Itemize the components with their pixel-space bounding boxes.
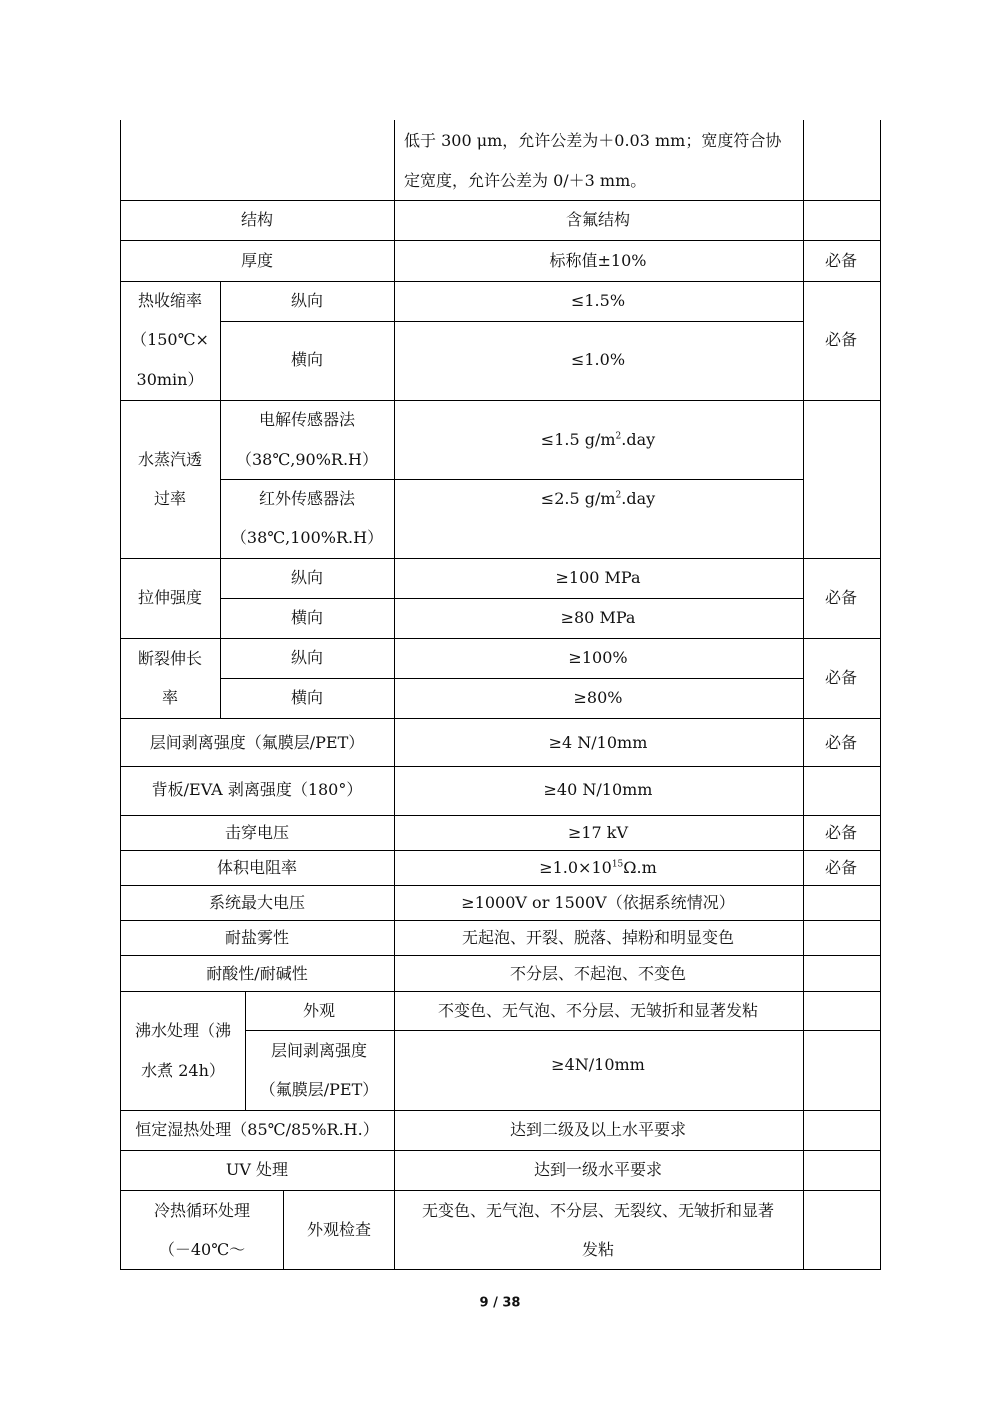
sub-tensile-longitudinal: 纵向 [290,568,324,587]
value-max-system-voltage: ≥1000V or 1500V（依据系统情况） [461,893,735,912]
item-interlayer-peel: 层间剥离强度（氟膜层/PET） [149,733,365,752]
item-elongation-line1: 断裂伸长 [137,649,203,668]
required-breakdown-voltage: 必备 [824,823,858,842]
sub-appearance-check: 外观检查 [306,1220,372,1239]
value-acid-alkali: 不分层、不起泡、不变色 [509,964,687,983]
item-heat-shrink-line3: 30min） [136,370,204,389]
value-elongation-longitudinal: ≥100% [568,648,628,667]
item-thermal-cycle-line2: （－40℃～ [158,1240,246,1259]
item-tensile: 拉伸强度 [137,588,203,607]
sub-elongation-longitudinal: 纵向 [290,648,324,667]
item-boiling-line2: 水煮 24h） [141,1061,225,1080]
sub-boiling-peel-line2: （氟膜层/PET） [259,1080,379,1099]
sub-electrolytic-line1: 电解传感器法 [258,410,356,429]
value-eva-peel: ≥40 N/10mm [543,780,653,799]
value-shrink-longitudinal: ≤1.5% [570,291,626,310]
value-wvtr-electrolytic: ≤1.5 $g/m^2.day$ [540,430,656,449]
required-elongation: 必备 [824,668,858,687]
item-breakdown-voltage: 击穿电压 [224,823,290,842]
item-thermal-cycle-line1: 冷热循环处理 [153,1201,251,1220]
item-boiling-line1: 沸水处理（沸 [134,1021,232,1040]
item-heat-shrink-line1: 热收缩率 [137,291,203,310]
value-wvtr-infrared: ≤2.5 $g/m^2.day$ [540,489,656,508]
item-structure: 结构 [240,210,274,229]
item-wvtr-line1: 水蒸汽透 [137,450,203,469]
value-salt-spray: 无起泡、开裂、脱落、掉粉和明显变色 [461,928,735,947]
sub-elongation-transverse: 横向 [290,688,324,707]
value-boiling-peel: ≥4N/10mm [551,1055,645,1074]
sub-infrared-line1: 红外传感器法 [258,489,356,508]
sub-appearance: 外观 [302,1001,336,1020]
value-interlayer-peel: ≥4 N/10mm [548,733,648,752]
item-max-system-voltage: 系统最大电压 [208,893,306,912]
required-interlayer-peel: 必备 [824,733,858,752]
value-shrink-transverse: ≤1.0% [570,350,626,369]
requirement-structure: 含氟结构 [565,210,631,229]
continued-requirement-line2: 定宽度，允许公差为 0/＋3 mm。 [404,171,647,190]
value-thermal-cycle-line2: 发粘 [581,1240,615,1259]
item-heat-shrink-line2: （150℃× [131,330,209,349]
sub-electrolytic-line2: （38℃,90%R.H） [236,450,378,469]
continued-requirement-line1: 低于 300 μm，允许公差为＋0.03 mm；宽度符合协 [404,131,782,150]
item-uv: UV 处理 [225,1160,289,1179]
requirement-thickness: 标称值±10% [549,251,647,270]
item-elongation-line2: 率 [161,688,179,707]
sub-infrared-line2: （38℃,100%R.H） [230,528,384,547]
sub-boiling-peel-line1: 层间剥离强度 [270,1041,368,1060]
item-thickness: 厚度 [240,251,274,270]
required-tensile: 必备 [824,588,858,607]
value-elongation-transverse: ≥80% [573,688,623,707]
item-volume-resistivity: 体积电阻率 [216,858,298,877]
value-breakdown-voltage: ≥17 kV [567,823,629,842]
page-number: 9 / 38 [479,1295,521,1311]
value-uv: 达到一级水平要求 [533,1160,663,1179]
value-thermal-cycle-line1: 无变色、无气泡、不分层、无裂纹、无皱折和显著 [421,1201,775,1220]
required-heat-shrink: 必备 [824,330,858,349]
sub-transverse: 横向 [290,350,324,369]
item-damp-heat: 恒定湿热处理（85℃/85%R.H.） [135,1120,379,1139]
required-thickness: 必备 [824,251,858,270]
value-tensile-transverse: ≥80 MPa [560,608,636,627]
required-volume-resistivity: 必备 [824,858,858,877]
value-tensile-longitudinal: ≥100 MPa [555,568,641,587]
value-damp-heat: 达到二级及以上水平要求 [509,1120,687,1139]
value-boiling-appearance: 不变色、无气泡、不分层、无皱折和显著发粘 [437,1001,759,1020]
item-eva-peel: 背板/EVA 剥离强度（180°） [151,780,363,799]
value-volume-resistivity: $\ge 1.0\times 10^{15}\Omega.m$ [539,858,657,877]
item-acid-alkali: 耐酸性/耐碱性 [206,964,308,983]
item-salt-spray: 耐盐雾性 [224,928,290,947]
item-wvtr-line2: 过率 [153,489,187,508]
sub-longitudinal: 纵向 [290,291,324,310]
sub-tensile-transverse: 横向 [290,608,324,627]
